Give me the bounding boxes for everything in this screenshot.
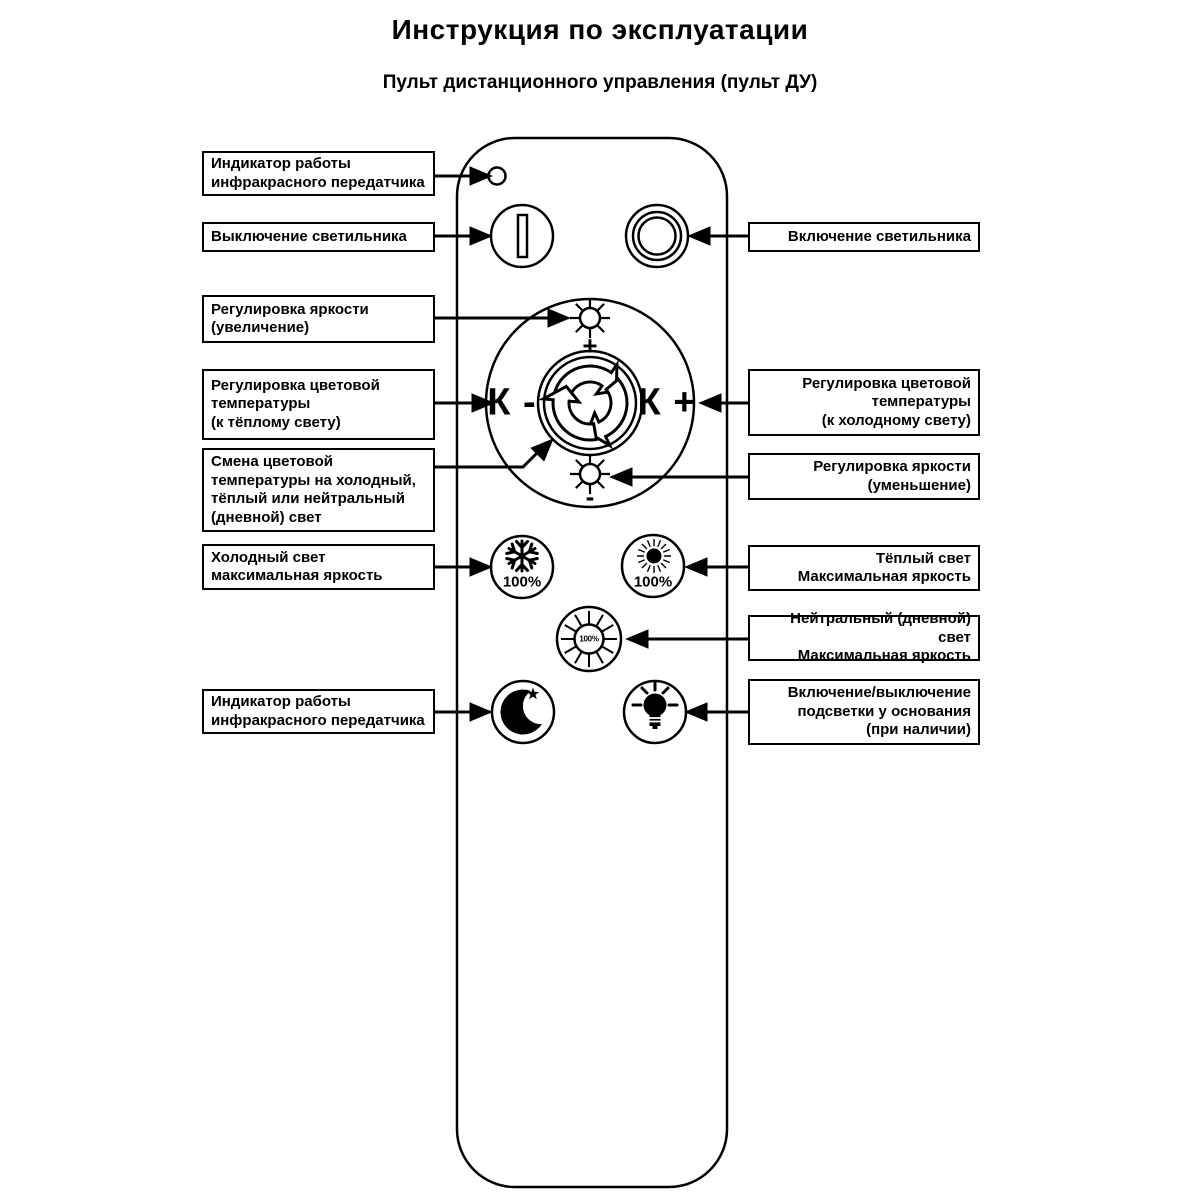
- label-box-neutral-max: [748, 610, 980, 665]
- label-line: (увеличение): [211, 319, 310, 336]
- warm-max-percent: 100%: [633, 573, 673, 591]
- power-on-button: [626, 205, 688, 267]
- label-box-brightness-down: [748, 453, 980, 500]
- label-line: Индикатор работы: [211, 693, 351, 710]
- label-box-color-cycle: [202, 448, 435, 532]
- label-box-brightness-up: [202, 295, 435, 343]
- label-line: (к холодному свету): [821, 411, 971, 429]
- color-cycle-button: [538, 351, 642, 455]
- label-line: Холодный свет: [211, 548, 326, 566]
- label-box-ir-indicator-top: [202, 151, 435, 196]
- label-line: температуры: [871, 393, 971, 411]
- label-line: Регулировка яркости: [211, 300, 369, 318]
- label-line: Регулировка яркости: [813, 458, 971, 475]
- k-plus-label: К +: [637, 381, 697, 424]
- label-line: Включение светильника: [787, 227, 971, 245]
- label-line: Индикатор работы: [211, 155, 351, 172]
- label-box-cold-max: [202, 544, 435, 590]
- label-line: (при наличии): [866, 721, 971, 739]
- label-line: температуры на холодный,: [211, 471, 416, 489]
- label-line: подсветки у основания: [797, 702, 971, 720]
- label-box-warm-max: [748, 545, 980, 591]
- label-line: Выключение светильника: [211, 227, 407, 245]
- label-line: Смена цветовой: [211, 453, 333, 470]
- label-line: (уменьшение): [867, 476, 971, 494]
- power-off-bar-icon: [518, 215, 527, 257]
- label-box-color-warm: [202, 369, 435, 440]
- label-line: Включение/выключение: [787, 684, 971, 702]
- label-box-backlight: [748, 679, 980, 745]
- label-line: (дневной) свет: [211, 508, 322, 526]
- k-minus-label: К -: [487, 381, 537, 424]
- neutral-max-percent: 100%: [579, 634, 599, 644]
- label-box-power-off: [202, 222, 435, 252]
- page-title: Инструкция по эксплуатации: [391, 14, 809, 45]
- label-line: Максимальная яркость: [797, 647, 971, 665]
- label-line: Регулировка цветовой: [211, 376, 380, 394]
- night-mode-button: [492, 681, 554, 743]
- cold-max-percent: 100%: [502, 573, 542, 591]
- filled-sun-icon: [637, 539, 671, 573]
- label-line: (к тёплому свету): [211, 413, 341, 431]
- label-line: инфракрасного передатчика: [211, 711, 425, 729]
- label-box-power-on: [748, 222, 980, 252]
- label-line: Максимальная яркость: [797, 568, 971, 585]
- brightness-plus-sign: +: [582, 330, 598, 361]
- label-line: температуры: [211, 395, 311, 413]
- label-line: Тёплый свет: [875, 549, 971, 567]
- label-line: тёплый или нейтральный: [211, 490, 405, 507]
- brightness-minus-sign: -: [585, 481, 595, 512]
- label-line: Нейтральный (дневной) свет: [790, 610, 971, 646]
- power-off-button: [491, 205, 553, 267]
- label-line: инфракрасного передатчика: [211, 173, 425, 191]
- page-subtitle: Пульт дистанционного управления (пульт ДУ): [382, 72, 818, 93]
- label-line: максимальная яркость: [211, 567, 383, 584]
- label-box-color-cold: [748, 369, 980, 436]
- backlight-button: [624, 681, 686, 743]
- label-line: Регулировка цветовой: [802, 374, 971, 392]
- label-box-ir-indicator-bottom: [202, 689, 435, 734]
